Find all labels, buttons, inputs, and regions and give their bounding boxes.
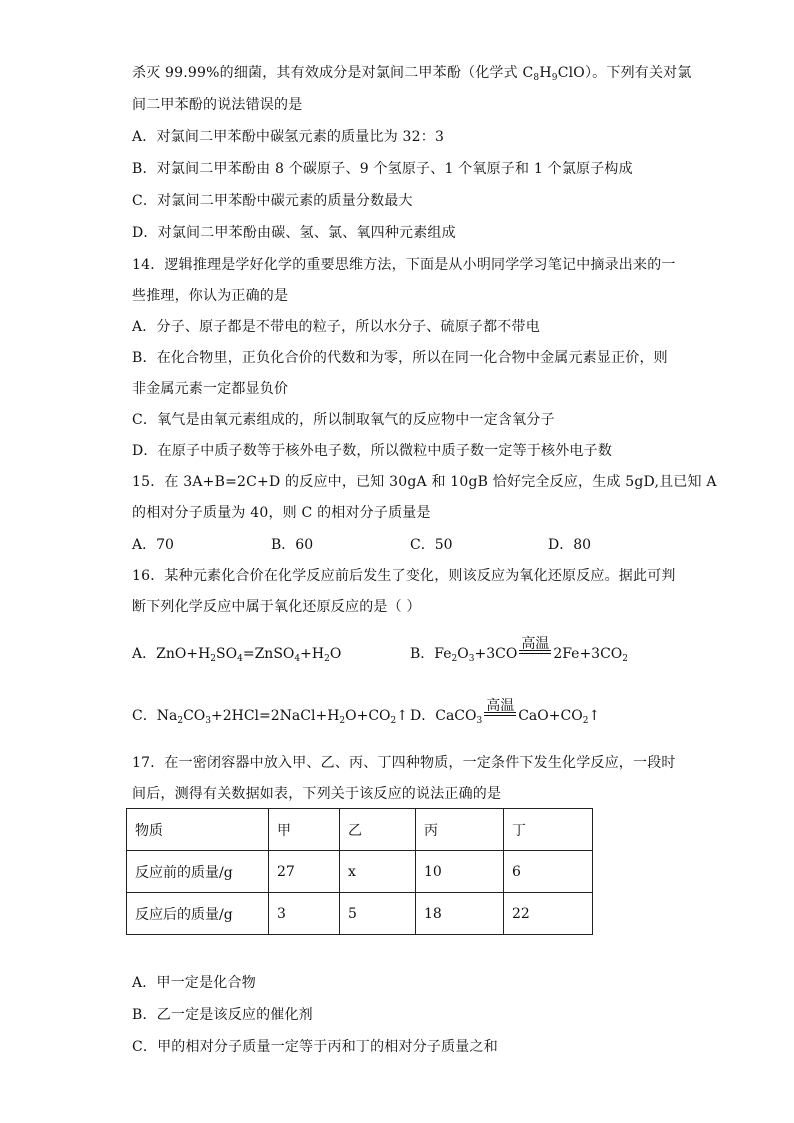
table-cell: 5	[340, 893, 416, 935]
q16-option-a	[132, 644, 341, 664]
q13-option-a: A．对氯间二甲苯酚中碳氢元素的质量比为 32：3	[132, 129, 445, 145]
q16-option-d-condition	[484, 698, 516, 726]
table-row	[127, 851, 593, 893]
table-cell: x	[340, 851, 416, 893]
q14-option-c: C．氧气是由氧元素组成的，所以制取氧气的反应物中一定含氧分子	[132, 412, 555, 428]
q15-option-d: D．80	[548, 537, 592, 553]
q16-option-d-equation: CaCO$_3$ 高温 $CaO+CO_2↑$	[435, 698, 601, 726]
q16-stem-line1: 16．某种元素化合价在化学反应前后发生了变化，则该反应为氧化还原反应。据此可判	[132, 568, 676, 584]
q16-option-b	[410, 636, 629, 664]
q17-data-table	[126, 808, 593, 935]
q16-option-b-condition-text: 高温	[521, 636, 550, 652]
table-cell: 6	[504, 851, 593, 893]
q15-stem-line2: 的相对分子质量为 40，则 C 的相对分子质量是	[132, 505, 431, 521]
table-cell: 22	[504, 893, 593, 935]
table-cell: 18	[416, 893, 504, 935]
table-cell: 丙	[416, 809, 504, 851]
q16-option-c-equation: $Na_2CO_3+2HCl=2NaCl+H_2O+CO_2↑$	[156, 708, 409, 726]
q16-option-b-condition	[519, 636, 551, 664]
q13-stem-text-b: H	[539, 65, 552, 81]
q14-option-b-line1: B．在化合物里，正负化合价的代数和为零，所以在同一化合物中金属元素显正价，则	[132, 350, 668, 366]
q13-stem-text-c: ClO）。下列有关对氯	[557, 65, 692, 81]
q16-option-d-label: D．	[410, 708, 436, 724]
q13-stem-line2: 间二甲苯酚的说法错误的是	[132, 97, 303, 113]
table-cell: 27	[269, 851, 340, 893]
q15-option-c: C．50	[410, 537, 453, 553]
q16-option-c	[132, 706, 408, 726]
q17-option-c: C．甲的相对分子质量一定等于丙和丁的相对分子质量之和	[132, 1039, 498, 1055]
table-cell: 反应后的质量/g	[127, 893, 269, 935]
table-cell: 甲	[269, 809, 340, 851]
q14-option-a: A．分子、原子都是不带电的粒子，所以水分子、硫原子都不带电	[132, 319, 540, 335]
q16-option-c-label: C．	[132, 708, 157, 724]
q13-subscript-h: 9	[551, 73, 558, 83]
q17-option-b: B．乙一定是该反应的催化剂	[132, 1007, 313, 1023]
table-cell: 丁	[504, 809, 593, 851]
table-header-row	[127, 809, 593, 851]
q15-option-b: B．60	[271, 537, 314, 553]
q13-option-b: B．对氯间二甲苯酚由 8 个碳原子、9 个氢原子、1 个氧原子和 1 个氯原子构成	[132, 161, 633, 177]
q16-option-b-equation: $Fe_2O_3+3CO$ 高温 $2Fe+3CO_2$	[434, 636, 629, 664]
q17-option-a: A．甲一定是化合物	[132, 975, 256, 991]
q14-stem-line1: 14．逻辑推理是学好化学的重要思维方法，下面是从小明同学学习笔记中摘录出来的一	[132, 257, 676, 273]
table-cell: 3	[269, 893, 340, 935]
table-cell: 物质	[127, 809, 269, 851]
q14-option-d: D．在原子中质子数等于核外电子数，所以微粒中质子数一定等于核外电子数	[132, 443, 613, 459]
q16-option-a-label: A．	[132, 646, 157, 662]
table-cell: 10	[416, 851, 504, 893]
q17-stem-line1: 17．在一密闭容器中放入甲、乙、丙、丁四种物质，一定条件下发生化学反应，一段时	[132, 755, 676, 771]
q16-option-b-label: B．	[410, 646, 435, 662]
q13-stem-text-a: 杀灭 99.99%的细菌，其有效成分是对氯间二甲苯酚（化学式 C	[132, 65, 534, 81]
q15-option-a: A．70	[132, 537, 174, 553]
q14-option-b-line2: 非金属元素一定都显负价	[132, 381, 289, 397]
q16-option-d	[410, 698, 601, 726]
q15-stem-line1: 15．在 3A+B=2C+D 的反应中，已知 30gA 和 10gB 恰好完全反应，生成 5gD,且已知 A	[132, 474, 717, 490]
q13-stem-line1	[132, 63, 692, 83]
table-cell: 反应前的质量/g	[127, 851, 269, 893]
q17-stem-line2: 间后，测得有关数据如表，下列关于该反应的说法正确的是	[132, 786, 502, 802]
q13-option-c: C．对氯间二甲苯酚中碳元素的质量分数最大	[132, 193, 413, 209]
table-row	[127, 893, 593, 935]
q13-option-d: D．对氯间二甲苯酚由碳、氢、氯、氧四种元素组成	[132, 225, 456, 241]
q16-option-a-equation: $ZnO+H_2SO_4=ZnSO_4+H_2O$	[156, 646, 342, 664]
q14-stem-line2: 些推理，你认为正确的是	[132, 288, 289, 304]
q16-stem-line2: 断下列化学反应中属于氧化还原反应的是（ ）	[132, 599, 421, 615]
q16-option-d-condition-text: 高温	[486, 698, 515, 714]
q13-subscript-c: 8	[533, 73, 540, 83]
table-cell: 乙	[340, 809, 416, 851]
